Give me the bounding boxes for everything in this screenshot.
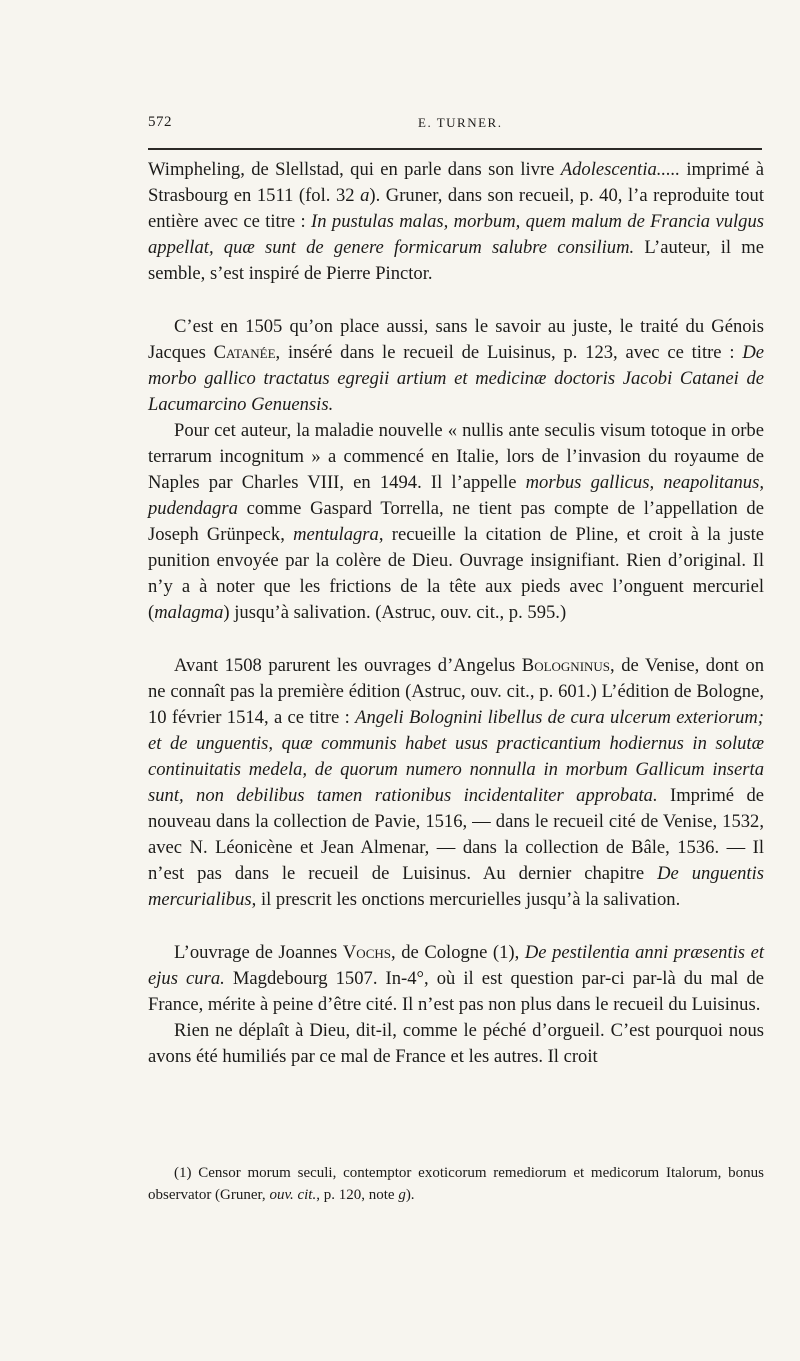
body-text [148,157,764,1070]
paragraph-gap [148,626,764,653]
paragraph-vochs: L’ouvrage de Joannes Vochs, de Cologne (1), De pestilentia anni præsentis et ejus cura. Magdebourg 1507. In-4°, où il est question par-ci par-là du mal de France, mérite à peine d’être cité. Il n’est pas non plus dans le recueil du Luisinus. [148,942,765,1015]
paragraph-orgueil: Rien ne déplaît à Dieu, dit-il, comme le péché d’orgueil. C’est pourquoi nous avons été humiliés par ce mal de France et les autres. Il croit [148,1020,764,1067]
paragraph-gap [148,287,764,314]
paragraph-bologninus: Avant 1508 parurent les ouvrages d’Angelus Bologninus, de Venise, dont on ne connaît pas la première édition (Astruc, ouv. cit., p. 601.) L’édition de Bologne, 10 février 1514, a ce titre : Angeli Bolognini libellus de cura ulcerum exteriorum; et de unguentis, quæ communis habet usus practicantium hodiernus in solutæ continuitatis medela, de quorum numero nonnulla in morbum Gallicum inserta sunt, non debilibus tamen rationibus incidentaliter approbata. Imprimé de nouveau dans la collection de Pavie, 1516, — dans le recueil cité de Venise, 1532, avec N. Léonicène et Jean Almenar, — dans la collection de Bâle, 1536. — Il n’est pas dans le recueil de Luisinus. Au dernier chapitre De unguentis mercurialibus, il prescrit les onctions mercurielles jusqu’à la salivation. [148,655,765,910]
header-rule [148,148,762,150]
footnote [148,1162,764,1206]
paragraph-catanee: C’est en 1505 qu’on place aussi, sans le savoir au juste, le traité du Génois Jacques Catanée, inséré dans le recueil de Luisinus, p. 123, avec ce titre : De morbo gallico tractatus egregii artium et medicinæ doctoris Jacobi Catanei de Lacumarcino Genuensis. [148,316,764,415]
page-number: 572 [148,114,172,130]
page-header [148,114,763,138]
running-head: E. TURNER. [418,115,503,130]
footnote-text: (1) Censor morum seculi, contemptor exoticorum remediorum et medicorum Italorum, bonus observator (Gruner, ouv. cit., p. 120, note g). [148,1165,764,1203]
paragraph-gap [148,913,764,940]
paragraph-maladie-nouvelle: Pour cet auteur, la maladie nouvelle « nullis ante seculis visum totoque in orbe terrarum incognitum » a commencé en Italie, lors de l’invasion du royaume de Naples par Charles VIII, en 1494. Il l’appelle morbus gallicus, neapolitanus, pudendagra comme Gaspard Torrella, ne tient pas compte de l’appellation de Joseph Grünpeck, mentulagra, recueille la citation de Pline, et croit à la juste punition envoyée par la colère de Dieu. Ouvrage insignifiant. Rien d’original. Il n’y a à noter que les frictions de la tête aux pieds avec l’onguent mercuriel (malagma) jusqu’à salivation. (Astruc, ouv. cit., p. 595.) [148,420,765,623]
paragraph-wimpheling: Wimpheling, de Slellstad, qui en parle dans son livre Adolescentia..... imprimé à Strasbourg en 1511 (fol. 32 a). Gruner, dans son recueil, p. 40, l’a reproduite tout entière avec ce titre : In pustulas malas, morbum, quem malum de Francia vulgus appellat, quæ sunt de genere formicarum salubre consilium. L’auteur, il me semble, s’est inspiré de Pierre Pinctor. [148,159,765,284]
